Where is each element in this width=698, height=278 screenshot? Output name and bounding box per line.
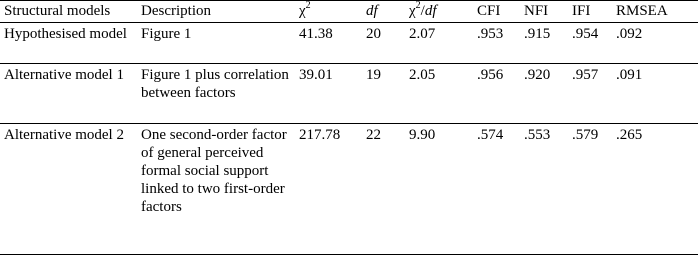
cell-cfi: .953 bbox=[473, 23, 520, 64]
ratio-slash: / bbox=[420, 3, 425, 19]
header-nfi: NFI bbox=[520, 1, 568, 23]
cell-nfi: .915 bbox=[520, 23, 568, 64]
cell-chi-ratio: 2.07 bbox=[405, 23, 473, 64]
header-cfi: CFI bbox=[473, 1, 520, 23]
header-ifi: IFI bbox=[568, 1, 612, 23]
header-row bbox=[0, 1, 698, 23]
header-df: df bbox=[362, 1, 405, 23]
cell-cfi: .956 bbox=[473, 64, 520, 124]
cell-chi-square: 39.01 bbox=[295, 64, 362, 124]
header-description: Description bbox=[137, 1, 295, 23]
cell-ifi: .954 bbox=[568, 23, 612, 64]
chi-symbol: χ bbox=[299, 3, 306, 19]
cell-df: 19 bbox=[362, 64, 405, 124]
cell-chi-square: 217.78 bbox=[295, 124, 362, 255]
cell-description: Figure 1 bbox=[137, 23, 295, 64]
cell-rmsea: .265 bbox=[612, 124, 698, 255]
cell-nfi: .553 bbox=[520, 124, 568, 255]
ratio-chi-symbol: χ bbox=[409, 3, 416, 19]
table-row bbox=[0, 23, 698, 64]
cell-rmsea: .091 bbox=[612, 64, 698, 124]
cell-description: Figure 1 plus correlation between factors bbox=[137, 64, 295, 124]
header-model: Structural models bbox=[0, 1, 137, 23]
cell-description: One second-order factor of general perceived formal social support linked to two first-order factors bbox=[137, 124, 295, 255]
table-row bbox=[0, 64, 698, 124]
cell-ifi: .579 bbox=[568, 124, 612, 255]
table-row bbox=[0, 124, 698, 255]
chi-superscript: 2 bbox=[305, 0, 311, 11]
ratio-superscript: 2 bbox=[415, 0, 421, 11]
cell-model: Hypothesised model bbox=[0, 23, 137, 64]
cell-chi-ratio: 2.05 bbox=[405, 64, 473, 124]
cell-rmsea: .092 bbox=[612, 23, 698, 64]
header-chi-ratio bbox=[405, 1, 473, 23]
ratio-df: df bbox=[424, 3, 437, 19]
cell-cfi: .574 bbox=[473, 124, 520, 255]
header-chi-square bbox=[295, 1, 362, 23]
cell-chi-ratio: 9.90 bbox=[405, 124, 473, 255]
cell-model: Alternative model 1 bbox=[0, 64, 137, 124]
cell-ifi: .957 bbox=[568, 64, 612, 124]
cell-chi-square: 41.38 bbox=[295, 23, 362, 64]
cell-nfi: .920 bbox=[520, 64, 568, 124]
cell-df: 22 bbox=[362, 124, 405, 255]
header-rmsea: RMSEA bbox=[612, 1, 698, 23]
cell-df: 20 bbox=[362, 23, 405, 64]
cell-model: Alternative model 2 bbox=[0, 124, 137, 255]
